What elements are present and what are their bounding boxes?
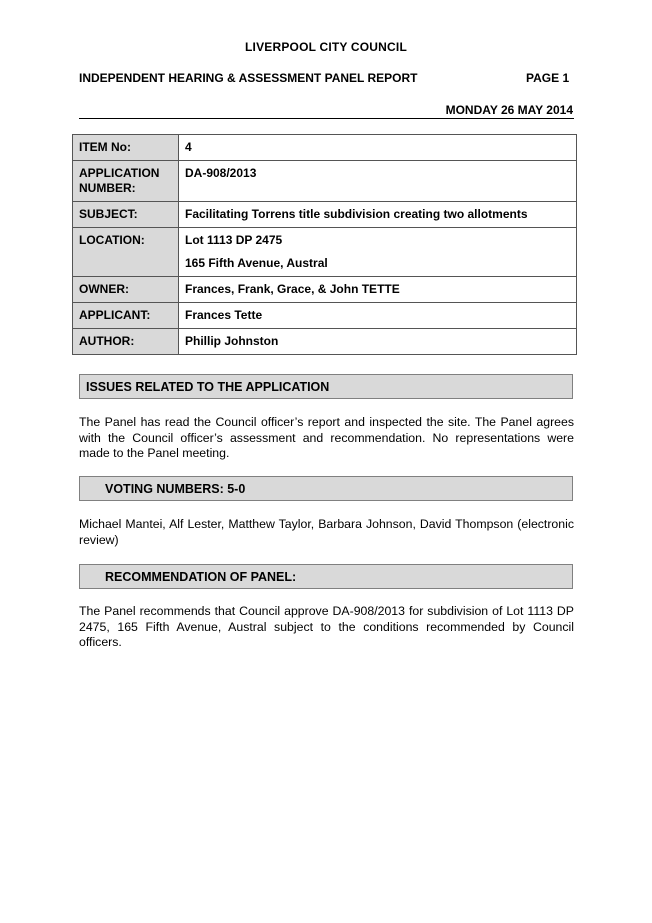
- location-label: LOCATION:: [73, 228, 179, 277]
- issues-heading: ISSUES RELATED TO THE APPLICATION: [86, 380, 330, 394]
- recommendation-body: The Panel recommends that Council approve DA-908/2013 for subdivision of Lot 1113 DP 2475, 165 Fifth Avenue, Austral subject to the conditions recommended by Council officers.: [79, 604, 574, 649]
- report-title: INDEPENDENT HEARING & ASSESSMENT PANEL REPORT: [79, 71, 418, 85]
- location-lot: Lot 1113 DP 2475: [185, 233, 283, 247]
- author-value: Phillip Johnston: [179, 329, 577, 355]
- header-divider: [79, 118, 574, 119]
- table-row: [73, 161, 577, 202]
- location-value: [179, 228, 577, 277]
- table-row: [73, 135, 577, 161]
- application-number-label: APPLICATION NUMBER:: [73, 161, 179, 202]
- recommendation-heading: RECOMMENDATION OF PANEL:: [105, 570, 297, 584]
- table-row: [73, 277, 577, 303]
- subject-value: Facilitating Torrens title subdivision creating two allotments: [179, 202, 577, 228]
- recommendation-heading-bar: [79, 564, 573, 589]
- item-no-label: ITEM No:: [73, 135, 179, 161]
- table-row: [73, 329, 577, 355]
- table-row: [73, 303, 577, 329]
- voting-heading: VOTING NUMBERS: 5-0: [105, 482, 246, 496]
- subject-label: SUBJECT:: [73, 202, 179, 228]
- applicant-label: APPLICANT:: [73, 303, 179, 329]
- meeting-date: MONDAY 26 MAY 2014: [445, 103, 573, 117]
- owner-value: Frances, Frank, Grace, & John TETTE: [179, 277, 577, 303]
- voting-heading-bar: [79, 476, 573, 501]
- owner-label: OWNER:: [73, 277, 179, 303]
- author-label: AUTHOR:: [73, 329, 179, 355]
- council-name: LIVERPOOL CITY COUNCIL: [245, 40, 407, 54]
- issues-heading-bar: [79, 374, 573, 399]
- location-address: 165 Fifth Avenue, Austral: [185, 256, 328, 270]
- issues-body: The Panel has read the Council officer’s report and inspected the site. The Panel agrees with the Council officer’s assessment and recommendation. No representations were made to the Panel meeting.: [79, 415, 574, 460]
- table-row: [73, 202, 577, 228]
- item-no-value: 4: [179, 135, 577, 161]
- application-details-table: [72, 134, 577, 355]
- application-number-value: DA-908/2013: [179, 161, 577, 202]
- table-row: [73, 228, 577, 277]
- page-number: PAGE 1: [526, 71, 570, 85]
- voting-body: Michael Mantei, Alf Lester, Matthew Taylor, Barbara Johnson, David Thompson (electronic review): [79, 517, 574, 547]
- applicant-value: Frances Tette: [179, 303, 577, 329]
